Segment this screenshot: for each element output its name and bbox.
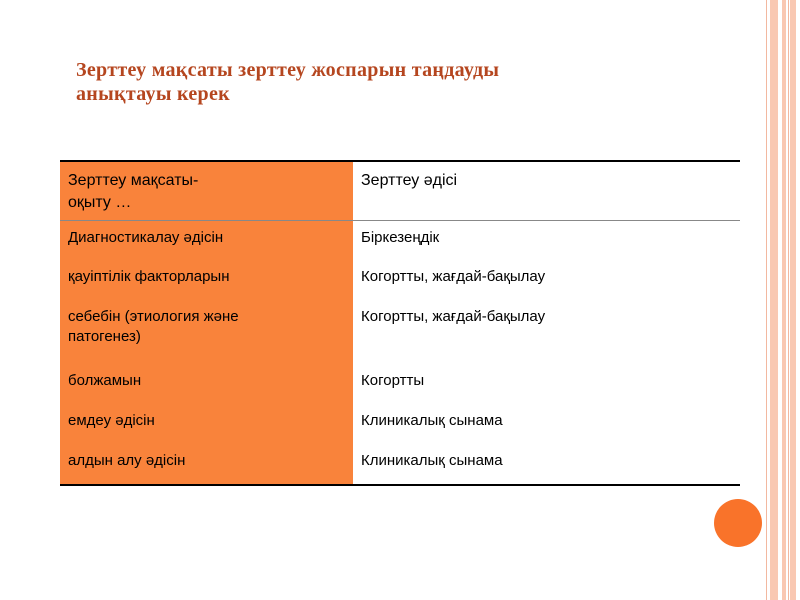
right-border-stripe	[790, 0, 796, 600]
slide-title	[76, 58, 676, 106]
slide-title-line: анықтауы керек	[76, 83, 230, 105]
goal-cell-line: себебін (этиология және	[68, 308, 239, 325]
method-cell: Когортты	[361, 372, 425, 389]
goal-cell-line: патогенез)	[68, 328, 141, 345]
goal-cell: Диагностикалау әдісін	[68, 229, 224, 246]
table-body	[60, 221, 740, 484]
goal-cell: қауіптілік факторларын	[68, 268, 230, 285]
header-method-label: Зерттеу әдісі	[361, 172, 458, 189]
goal-cell	[68, 307, 239, 347]
goal-cell: болжамын	[68, 372, 142, 389]
research-method-table	[60, 160, 740, 486]
header-method-cell	[353, 162, 740, 220]
header-goal-line: оқыту …	[68, 194, 132, 211]
slide-title-line: Зерттеу мақсаты зерттеу жоспарын таңдауды	[76, 59, 500, 81]
method-column	[353, 221, 740, 484]
goal-cell: емдеу әдісін	[68, 412, 155, 429]
right-border-line	[766, 0, 767, 600]
method-cell: Клиникалық сынама	[361, 412, 503, 429]
method-cell: Когортты, жағдай-бақылау	[361, 308, 546, 325]
table-header-row	[60, 162, 740, 221]
goal-column	[60, 221, 353, 484]
method-cell: Когортты, жағдай-бақылау	[361, 268, 546, 285]
right-border-line	[788, 0, 789, 600]
header-goal-cell	[60, 162, 353, 220]
right-border-stripe	[782, 0, 786, 600]
header-goal-line: Зерттеу мақсаты-	[68, 172, 199, 189]
method-cell: Клиникалық сынама	[361, 452, 503, 469]
goal-cell: алдын алу әдісін	[68, 452, 186, 469]
decorative-circle	[714, 499, 762, 547]
method-cell: Біркезеңдік	[361, 229, 440, 246]
right-border-stripe	[770, 0, 778, 600]
